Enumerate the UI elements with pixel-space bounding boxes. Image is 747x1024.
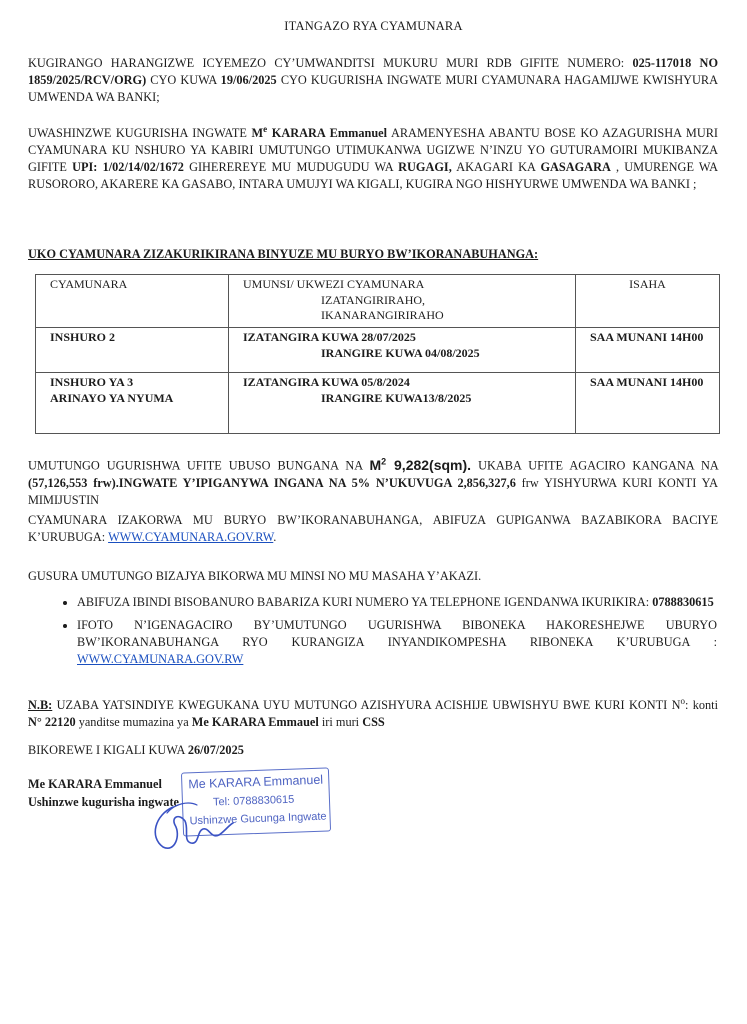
row2-time-label: SAA MUNANI 14H00 (590, 375, 704, 389)
p2-upi: UPI: 1/02/14/02/1672 (72, 160, 184, 175)
bullet1-phone: 0788830615 (652, 595, 714, 609)
header-time-label: ISAHA (629, 277, 666, 291)
paragraph-online-auction (28, 512, 718, 546)
header-time (576, 275, 720, 328)
p4-end: . (273, 529, 277, 544)
row2-end: IRANGIRE KUWA13/8/2025 (321, 390, 472, 405)
info-bullet-list (55, 594, 717, 674)
stamp-line3: Ushinzwe Gucunga Ingwate (189, 810, 327, 828)
header-dates-l1: UMUNSI/ UKWEZI CYAMUNARA (243, 277, 425, 291)
header-dates (229, 275, 576, 328)
list-item (77, 594, 717, 611)
p6-text-b: : konti (684, 698, 718, 713)
row2-start: IZATANGIRA KUWA 05/8/2024 (243, 375, 410, 389)
row2-auction-l1: INSHURO YA 3 (50, 375, 134, 389)
p1-text-a: KUGIRANGO HARANGIZWE ICYEMEZO CY’UMWANDITSI MUKURU MURI RDB GIFITE NUMERO: (28, 56, 625, 70)
row1-end: IRANGIRE KUWA 04/08/2025 (321, 345, 480, 360)
auction-schedule-table (35, 274, 720, 434)
p2-text-a: UWASHINZWE KUGURISHA INGWATE (28, 126, 247, 141)
stamp-line1: Me KARARA Emmanuel (188, 772, 324, 792)
p3-value-deposit: (57,126,553 frw).INGWATE Y’IPIGANYWA INGANA NA 5% N’UKUVUGA 2,856,327,6 (28, 475, 516, 490)
nb-label: N.B: (28, 698, 53, 713)
header-dates-l2: IZATANGIRIRAHO, (321, 292, 426, 307)
bullet2-link[interactable]: WWW.CYAMUNARA.GOV.RW (77, 651, 244, 666)
p1-decision-number: 025-117018 NO 1859/2025/RCV/ORG) (28, 56, 719, 87)
bullet2-text: IFOTO N’IGENAGACIRO BY’UMUTUNGO UGURISHWA BIBONEKA HAKORESHEJWE UBURYO BW’IKORANABUHANGA RYO KURANGIZA INYANDIKOMPESHA RIBONEKA K’URUBUGA : (77, 617, 717, 649)
p7-date: 26/07/2025 (187, 743, 244, 757)
p3-area (369, 457, 471, 473)
p4-text-a: CYAMUNARA IZAKORWA MU BURYO BW’IKORANABUHANGA, ABIFUZA GUPIGANWA BAZABIKORA BACIYE K’URUBUGA: (28, 513, 718, 544)
p2-village: RUGAGI, (398, 160, 452, 175)
paragraph-court-decision (28, 55, 718, 106)
row2-auction-l2: ARINAYO YA NYUMA (50, 390, 174, 405)
p6-sup: o (680, 696, 685, 706)
p3-area-value: 9,282(sqm). (394, 456, 472, 473)
p2-title-m: M (251, 126, 264, 141)
row2-dates (229, 373, 576, 434)
bullet1-text: ABIFUZA IBINDI BISOBANURO BABARIZA KURI NUMERO YA TELEPHONE IGENDANWA IKURIKIRA: (77, 595, 650, 609)
row1-time-label: SAA MUNANI 14H00 (590, 330, 704, 344)
p6-text-d: yanditse mumazina ya (78, 715, 189, 730)
p6-bank: CSS (362, 715, 385, 730)
table-row (36, 373, 720, 434)
stamp-line2: Tel: 0788830615 (212, 793, 295, 809)
p1-decision-date: 19/06/2025 (220, 72, 277, 87)
p1-text-e: CYO KUGURISHA INGWATE MURI CYAMUNARA HAGAMIJWE KWISHYURA UMWENDA WA BANKI; (28, 72, 719, 104)
paragraph-place-date (28, 742, 718, 759)
table-header-row (36, 275, 720, 328)
row1-dates (229, 328, 576, 373)
p2-cell: GASAGARA (540, 160, 611, 175)
p2-agent-name: KARARA Emmanuel (271, 126, 388, 141)
p2-text-i: , UMURENGE WA RUSORORO, AKARERE KA GASABO, INTARA UMUJYI WA KIGALI, KUGIRA NGO HISHYURWE UMWENDA WA BANKI ; (28, 160, 719, 191)
paragraph-property-value (28, 455, 718, 509)
paragraph-visit: GUSURA UMUTUNGO BIZAJYA BIKORWA MU MINSI NO MU MASAHA Y’AKAZI. (28, 569, 482, 583)
list-item (77, 617, 717, 668)
cyamunara-link[interactable]: WWW.CYAMUNARA.GOV.RW (108, 529, 274, 544)
handwritten-signature-icon (145, 795, 235, 855)
paragraph-nb (28, 695, 718, 731)
p3-text-a: UMUTUNGO UGURISHWA UFITE UBUSO BUNGANA NA (28, 458, 363, 473)
signatory-role: Ushinzwe kugurisha ingwate (28, 794, 180, 809)
row1-start: IZATANGIRA KUWA 28/07/2025 (243, 330, 416, 344)
p1-text-c: CYO KUWA (150, 72, 217, 87)
p3-text-c: UKABA UFITE AGACIRO KANGANA NA (478, 458, 719, 473)
header-auction (36, 275, 229, 328)
table-row (36, 328, 720, 373)
p2-text-e: GIHEREREYE MU MUDUGUDU WA (189, 160, 393, 175)
row2-auction (36, 373, 229, 434)
p2-title-sup: e (263, 124, 268, 134)
p3-text-e: frw YISHYURWA KURI KONTI YA MIMIJUSTIN (28, 475, 718, 507)
p2-text-g: AKAGARI KA (456, 160, 536, 175)
p6-account-number: N° 22120 (28, 715, 76, 730)
document-title: ITANGAZO RYA CYAMUNARA (284, 19, 463, 33)
row1-auction (36, 328, 229, 373)
p7-text-a: BIKOREWE I KIGALI KUWA (28, 743, 185, 757)
row1-auction-l1: INSHURO 2 (50, 330, 116, 344)
p6-account-holder: Me KARARA Emmauel (191, 715, 319, 730)
paragraph-auction-announcement (28, 123, 718, 193)
signatory-name: Me KARARA Emmanuel (28, 777, 162, 791)
p2-text-c: ARAMENYESHA ABANTU BOSE KO AZAGURISHA MURI CYAMUNARA KU NSHURO YA KABIRI UMUTUNGO UTIMUKANWA UGIZWE N’INZU YO GUTURAMOIRI MUKIBANZA GIFITE (28, 126, 719, 175)
header-auction-label: CYAMUNARA (50, 277, 128, 291)
row2-time (576, 373, 720, 434)
row1-time (576, 328, 720, 373)
p3-area-sup: 2 (381, 456, 387, 466)
header-dates-l3: IKANARANGIRIRAHO (321, 308, 444, 323)
p6-text-a: UZABA YATSINDIYE KWEGUKANA UYU MUTUNGO AZISHYURA ACISHIJE UBWISHYU BWE KURI KONTI N (56, 698, 681, 713)
p6-text-f: iri muri (321, 715, 360, 730)
section-heading: UKO CYAMUNARA ZIZAKURIKIRANA BINYUZE MU BURYO BW’IKORANABUHANGA: (28, 247, 539, 261)
p3-area-unit: M (369, 456, 382, 473)
